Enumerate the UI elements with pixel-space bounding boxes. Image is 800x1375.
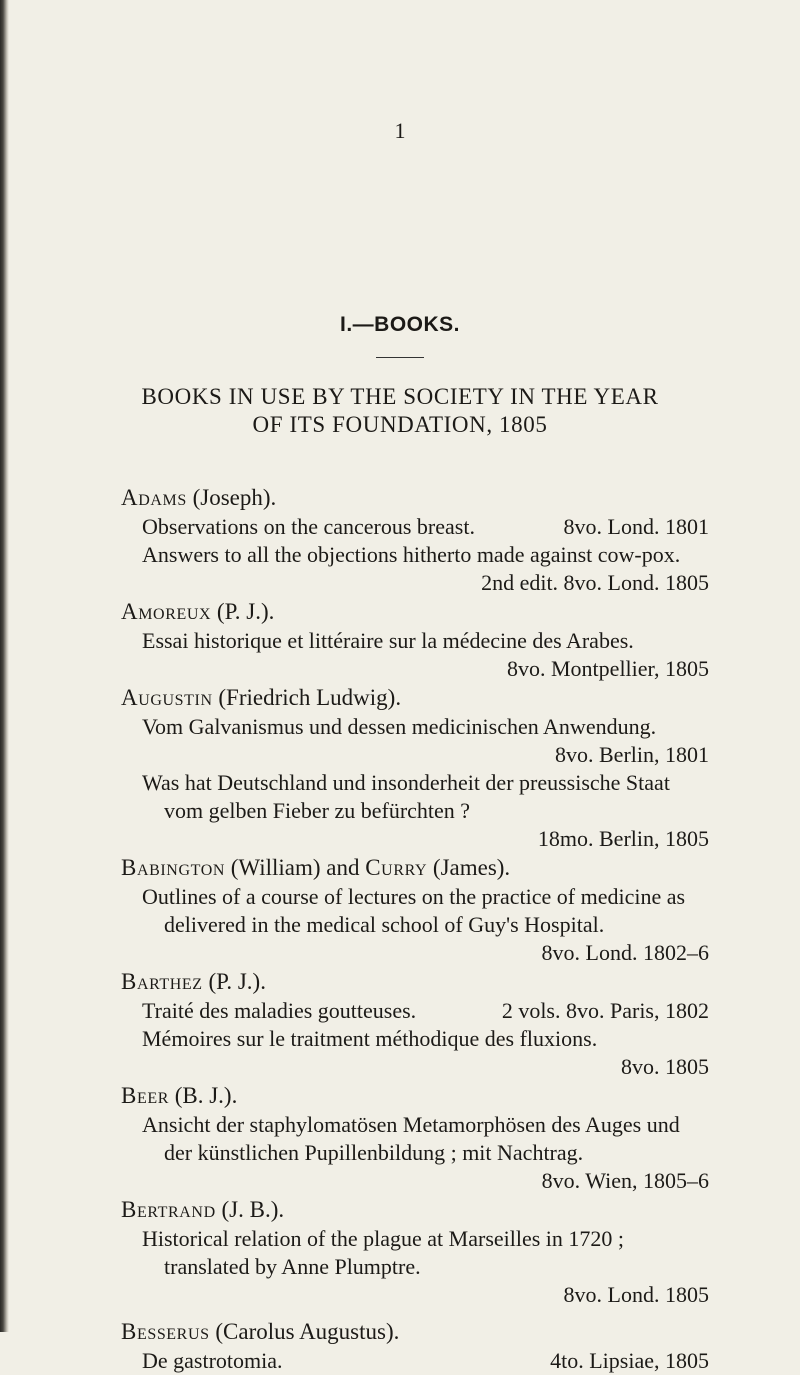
page-number: 1	[394, 118, 406, 143]
work-imprint: 8vo. Wien, 1805–6	[541, 1168, 709, 1193]
work-title: Ansicht der staphylomatösen Metamorphösen des Auges und der künstlichen Pupillenbildung ; mit Nachtrag.	[142, 1112, 680, 1165]
author	[121, 1195, 800, 1225]
title-rule	[376, 357, 424, 358]
work	[142, 1347, 709, 1375]
work-title: Observations on the cancerous breast.	[142, 514, 475, 539]
work	[142, 513, 709, 541]
author-surname: Augustin	[121, 685, 213, 710]
work-imprint: 8vo. Lond. 1805	[563, 1282, 709, 1307]
author	[121, 483, 800, 513]
work-title: Vom Galvanismus und dessen medicinischen Anwendung.	[142, 714, 657, 739]
heading-line-2: OF ITS FOUNDATION, 1805	[252, 412, 548, 437]
work-imprint: 18mo. Berlin, 1805	[537, 826, 709, 851]
author	[121, 967, 800, 997]
bibliography-entry	[0, 1195, 800, 1309]
author-surname: Beer	[121, 1083, 169, 1108]
author-forenames: (Joseph).	[186, 485, 277, 510]
bibliography-entry	[0, 967, 800, 1081]
work-title: Answers to all the objections hitherto made against cow-pox.	[142, 542, 681, 567]
work-line	[142, 513, 709, 541]
author-surname: Barthez	[121, 969, 203, 994]
bibliography-entry	[0, 483, 800, 597]
entry-gap	[0, 1309, 800, 1317]
work-imprint: 8vo. 1805	[621, 1054, 709, 1079]
work	[142, 1025, 709, 1081]
coauthor-forenames: (James).	[427, 855, 511, 880]
work	[142, 883, 709, 967]
author-surname: Besserus	[121, 1319, 210, 1344]
work-title: De gastrotomia.	[142, 1348, 283, 1373]
bibliography-entry	[0, 1081, 800, 1195]
work-imprint: 8vo. Berlin, 1801	[555, 742, 709, 767]
work-imprint: 2 vols. 8vo. Paris, 1802	[501, 998, 709, 1023]
author-forenames: (P. J.).	[211, 599, 275, 624]
author-surname: Amoreux	[121, 599, 212, 624]
work-title: Essai historique et littéraire sur la médecine des Arabes.	[142, 628, 634, 653]
section-title: I.—BOOKS.	[339, 313, 460, 336]
bibliography-entry	[0, 597, 800, 683]
author	[121, 1081, 800, 1111]
author-surname: Adams	[121, 485, 187, 510]
work-title: Mémoires sur le traitment méthodique des fluxions.	[142, 1026, 598, 1051]
author-forenames: (B. J.).	[168, 1083, 238, 1108]
work	[142, 713, 709, 769]
work	[142, 769, 709, 853]
author-surname: Babington	[121, 855, 225, 880]
author-forenames: (Friedrich Ludwig).	[212, 685, 402, 710]
coauthor-surname: Curry	[365, 855, 428, 880]
author-surname: Bertrand	[121, 1197, 216, 1222]
heading-line-1: BOOKS IN USE BY THE SOCIETY IN THE YEAR	[141, 384, 659, 409]
work-line	[142, 997, 709, 1025]
work	[142, 541, 709, 597]
work-imprint: 8vo. Lond. 1801	[563, 514, 709, 539]
author	[121, 853, 800, 883]
bibliography-entry	[0, 1317, 800, 1375]
work-title: Outlines of a course of lectures on the practice of medicine as delivered in the medical school of Guy's Hospital.	[142, 884, 686, 937]
bibliography-entry	[0, 683, 800, 853]
work	[142, 627, 709, 683]
work-imprint: 8vo. Lond. 1802–6	[541, 940, 709, 965]
work-imprint: 8vo. Montpellier, 1805	[507, 656, 709, 681]
work	[142, 1111, 709, 1195]
work-title: Was hat Deutschland und insonderheit der preussische Staat vom gelben Fieber zu befürchten ?	[142, 770, 670, 823]
author-forenames: (William) and	[225, 855, 366, 880]
author	[121, 683, 800, 713]
author	[121, 1317, 800, 1347]
author	[121, 597, 800, 627]
author-forenames: (P. J.).	[202, 969, 266, 994]
work-title: Historical relation of the plague at Marseilles in 1720 ; translated by Anne Plumptre.	[142, 1226, 625, 1279]
author-forenames: (Carolus Augustus).	[209, 1319, 400, 1344]
work-line	[142, 1347, 709, 1375]
work-imprint: 2nd edit. 8vo. Lond. 1805	[481, 570, 709, 595]
author-forenames: (J. B.).	[215, 1197, 285, 1222]
work-imprint: 4to. Lipsiae, 1805	[550, 1348, 709, 1373]
work	[142, 997, 709, 1025]
bibliography-entry	[0, 853, 800, 967]
bibliography-list	[0, 483, 800, 1375]
work-title: Traité des maladies goutteuses.	[142, 998, 417, 1023]
work	[142, 1225, 709, 1309]
